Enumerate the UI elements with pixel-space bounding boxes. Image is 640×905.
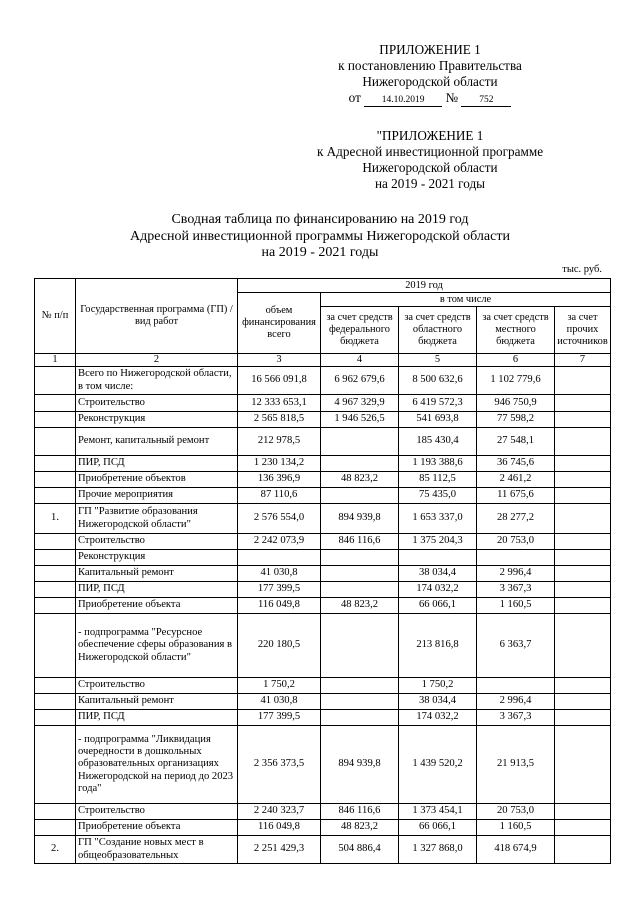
row-number: [35, 367, 76, 395]
amount-regional: 1 193 388,6: [399, 456, 477, 472]
row-number: [35, 598, 76, 614]
units-label: тыс. руб.: [562, 264, 602, 275]
amount-regional: 213 816,8: [399, 614, 477, 678]
amount-federal: 48 823,2: [321, 598, 399, 614]
amount-total: 1 750,2: [238, 678, 321, 694]
row-number: [35, 566, 76, 582]
amount-regional: 1 750,2: [399, 678, 477, 694]
row-name: ПИР, ПСД: [76, 456, 238, 472]
amount-regional: 174 032,2: [399, 710, 477, 726]
amount-local: 20 753,0: [477, 534, 555, 550]
appendix-period-line: на 2019 - 2021 годы: [374, 176, 486, 191]
appendix-region-line: Нижегородской области: [362, 74, 498, 89]
row-number: [35, 428, 76, 456]
amount-federal: [321, 678, 399, 694]
amount-other: [555, 820, 611, 836]
financing-table: [34, 278, 611, 864]
title-line-2: Адресной инвестиционной программы Нижегородской области: [130, 228, 510, 244]
amount-total: 177 399,5: [238, 710, 321, 726]
row-number: [35, 488, 76, 504]
appendix-program-line: к Адресной инвестиционной программе: [316, 144, 544, 159]
decree-number: 752: [461, 95, 511, 107]
amount-total: [238, 550, 321, 566]
amount-other: [555, 804, 611, 820]
header-number-4: 4: [321, 354, 399, 367]
amount-local: 11 675,6: [477, 488, 555, 504]
amount-federal: 894 939,8: [321, 504, 399, 534]
row-number: 1.: [35, 504, 76, 534]
amount-local: [477, 550, 555, 566]
amount-regional: 38 034,4: [399, 566, 477, 582]
amount-regional: 185 430,4: [399, 428, 477, 456]
amount-other: [555, 678, 611, 694]
appendix-heading-quoted: "ПРИЛОЖЕНИЕ 1: [376, 128, 484, 143]
table-row: [35, 614, 611, 678]
row-number: [35, 534, 76, 550]
row-name: Реконструкция: [76, 412, 238, 428]
row-number: [35, 678, 76, 694]
amount-other: [555, 456, 611, 472]
amount-total: 16 566 091,8: [238, 367, 321, 395]
amount-local: 27 548,1: [477, 428, 555, 456]
amount-federal: 1 946 526,5: [321, 412, 399, 428]
amount-federal: 894 939,8: [321, 726, 399, 804]
amount-local: 1 102 779,6: [477, 367, 555, 395]
row-name: Капитальный ремонт: [76, 694, 238, 710]
header-number-2: 2: [76, 354, 238, 367]
amount-total: 116 049,8: [238, 598, 321, 614]
amount-other: [555, 550, 611, 566]
amount-federal: 504 886,4: [321, 836, 399, 864]
header-number-6: 6: [477, 354, 555, 367]
amount-federal: [321, 614, 399, 678]
row-number: 2.: [35, 836, 76, 864]
header-col-program: Государственная программа (ГП) / вид работ: [76, 279, 238, 354]
table-row: [35, 550, 611, 566]
appendix-heading: ПРИЛОЖЕНИЕ 1: [379, 42, 481, 57]
amount-local: 2 461,2: [477, 472, 555, 488]
table-body: [35, 279, 611, 864]
row-name: Приобретение объектов: [76, 472, 238, 488]
table-row: [35, 804, 611, 820]
table-row: [35, 710, 611, 726]
amount-total: 2 565 818,5: [238, 412, 321, 428]
row-number: [35, 726, 76, 804]
header-other: за счет прочих источников: [555, 307, 611, 354]
row-name: Строительство: [76, 534, 238, 550]
amount-total: 41 030,8: [238, 694, 321, 710]
amount-other: [555, 488, 611, 504]
amount-total: 212 978,5: [238, 428, 321, 456]
row-number: [35, 820, 76, 836]
amount-other: [555, 582, 611, 598]
row-name: - подпрограмма "Ресурсное обеспечение сферы образования в Нижегородской области": [76, 614, 238, 678]
row-name: Капитальный ремонт: [76, 566, 238, 582]
decree-date: 14.10.2019: [364, 95, 442, 107]
amount-other: [555, 534, 611, 550]
table-row: [35, 488, 611, 504]
header-federal: за счет средств федерального бюджета: [321, 307, 399, 354]
amount-other: [555, 726, 611, 804]
amount-total: 2 251 429,3: [238, 836, 321, 864]
amount-local: 2 996,4: [477, 566, 555, 582]
table-row: [35, 678, 611, 694]
row-name: ГП "Развитие образования Нижегородской области": [76, 504, 238, 534]
amount-local: 3 367,3: [477, 582, 555, 598]
amount-other: [555, 836, 611, 864]
amount-other: [555, 614, 611, 678]
amount-regional: 174 032,2: [399, 582, 477, 598]
table-row: [35, 820, 611, 836]
header-number-7: 7: [555, 354, 611, 367]
header-total: объем финансирования всего: [238, 293, 321, 354]
amount-local: 3 367,3: [477, 710, 555, 726]
amount-federal: [321, 566, 399, 582]
row-number: [35, 694, 76, 710]
amount-total: 87 110,6: [238, 488, 321, 504]
title-line-1: Сводная таблица по финансированию на 2019 год: [171, 212, 469, 227]
header-number-5: 5: [399, 354, 477, 367]
table-row: [35, 472, 611, 488]
amount-federal: [321, 710, 399, 726]
row-number: [35, 395, 76, 412]
amount-local: 77 598,2: [477, 412, 555, 428]
row-name: - подпрограмма "Ликвидация очередности в дошкольных образовательных организациях Нижегородской на период до 2023 года": [76, 726, 238, 804]
table-row: [35, 726, 611, 804]
amount-regional: 1 375 204,3: [399, 534, 477, 550]
amount-federal: [321, 582, 399, 598]
row-name: ГП "Создание новых мест в общеобразовательных: [76, 836, 238, 864]
row-name: Реконструкция: [76, 550, 238, 566]
row-name: Строительство: [76, 395, 238, 412]
amount-other: [555, 598, 611, 614]
header-regional: за счет средств областного бюджета: [399, 307, 477, 354]
row-name: Приобретение объекта: [76, 820, 238, 836]
document-title: [0, 212, 640, 262]
table-row: [35, 504, 611, 534]
amount-regional: 541 693,8: [399, 412, 477, 428]
amount-total: 2 356 373,5: [238, 726, 321, 804]
amount-federal: [321, 428, 399, 456]
row-number: [35, 456, 76, 472]
decree-date-number-line: [290, 90, 570, 107]
amount-total: 2 576 554,0: [238, 504, 321, 534]
amount-local: 36 745,6: [477, 456, 555, 472]
row-name: ПИР, ПСД: [76, 582, 238, 598]
header-row-1: [35, 279, 611, 293]
table-row: [35, 836, 611, 864]
header-including: в том числе: [321, 293, 611, 307]
amount-local: 21 913,5: [477, 726, 555, 804]
header-number-3: 3: [238, 354, 321, 367]
title-line-3: на 2019 - 2021 годы: [261, 245, 379, 260]
amount-local: 1 160,5: [477, 820, 555, 836]
amount-local: 946 750,9: [477, 395, 555, 412]
amount-local: [477, 678, 555, 694]
amount-regional: 75 435,0: [399, 488, 477, 504]
amount-total: 2 240 323,7: [238, 804, 321, 820]
row-name: ПИР, ПСД: [76, 710, 238, 726]
amount-federal: 48 823,2: [321, 820, 399, 836]
header-local: за счет средств местного бюджета: [477, 307, 555, 354]
amount-other: [555, 412, 611, 428]
date-prefix: от: [348, 90, 361, 105]
row-number: [35, 412, 76, 428]
amount-other: [555, 710, 611, 726]
amount-other: [555, 504, 611, 534]
amount-local: 28 277,2: [477, 504, 555, 534]
appendix-block-program: [290, 128, 570, 192]
table-row: [35, 367, 611, 395]
table-row: [35, 694, 611, 710]
amount-regional: [399, 550, 477, 566]
amount-federal: [321, 456, 399, 472]
amount-total: 177 399,5: [238, 582, 321, 598]
table-row: [35, 428, 611, 456]
amount-federal: 846 116,6: [321, 804, 399, 820]
amount-regional: 1 439 520,2: [399, 726, 477, 804]
amount-regional: 66 066,1: [399, 820, 477, 836]
amount-regional: 8 500 632,6: [399, 367, 477, 395]
row-number: [35, 472, 76, 488]
amount-total: 12 333 653,1: [238, 395, 321, 412]
row-name: Строительство: [76, 804, 238, 820]
amount-federal: 48 823,2: [321, 472, 399, 488]
table-row: [35, 534, 611, 550]
row-name: Всего по Нижегородской области, в том числе:: [76, 367, 238, 395]
amount-total: 1 230 134,2: [238, 456, 321, 472]
amount-federal: [321, 694, 399, 710]
amount-other: [555, 428, 611, 456]
appendix-block-decree: [290, 42, 570, 107]
table-row: [35, 566, 611, 582]
header-col-no: № п/п: [35, 279, 76, 354]
amount-other: [555, 395, 611, 412]
row-name: Ремонт, капитальный ремонт: [76, 428, 238, 456]
amount-total: 41 030,8: [238, 566, 321, 582]
table-row: [35, 395, 611, 412]
amount-federal: 6 962 679,6: [321, 367, 399, 395]
amount-local: 20 753,0: [477, 804, 555, 820]
amount-federal: 4 967 329,9: [321, 395, 399, 412]
amount-regional: 38 034,4: [399, 694, 477, 710]
row-name: Приобретение объекта: [76, 598, 238, 614]
table-row: [35, 582, 611, 598]
table-row: [35, 456, 611, 472]
header-number-1: 1: [35, 354, 76, 367]
amount-other: [555, 367, 611, 395]
amount-local: 418 674,9: [477, 836, 555, 864]
amount-local: 1 160,5: [477, 598, 555, 614]
number-sign: №: [445, 90, 459, 105]
amount-local: 6 363,7: [477, 614, 555, 678]
appendix-region-line-2: Нижегородской области: [362, 160, 498, 175]
amount-total: 116 049,8: [238, 820, 321, 836]
amount-regional: 1 373 454,1: [399, 804, 477, 820]
row-number: [35, 614, 76, 678]
amount-federal: [321, 488, 399, 504]
table-row: [35, 412, 611, 428]
amount-other: [555, 566, 611, 582]
amount-regional: 85 112,5: [399, 472, 477, 488]
amount-regional: 6 419 572,3: [399, 395, 477, 412]
row-number: [35, 804, 76, 820]
amount-regional: 1 653 337,0: [399, 504, 477, 534]
amount-total: 2 242 073,9: [238, 534, 321, 550]
amount-total: 220 180,5: [238, 614, 321, 678]
row-name: Прочие мероприятия: [76, 488, 238, 504]
amount-federal: 846 116,6: [321, 534, 399, 550]
row-number: [35, 710, 76, 726]
header-year: 2019 год: [238, 279, 611, 293]
appendix-decree-line: к постановлению Правительства: [338, 58, 522, 73]
amount-regional: 66 066,1: [399, 598, 477, 614]
amount-other: [555, 694, 611, 710]
row-number: [35, 550, 76, 566]
amount-other: [555, 472, 611, 488]
amount-federal: [321, 550, 399, 566]
amount-regional: 1 327 868,0: [399, 836, 477, 864]
row-name: Строительство: [76, 678, 238, 694]
amount-total: 136 396,9: [238, 472, 321, 488]
table-row: [35, 598, 611, 614]
row-number: [35, 582, 76, 598]
header-numbering-row: [35, 354, 611, 367]
amount-local: 2 996,4: [477, 694, 555, 710]
